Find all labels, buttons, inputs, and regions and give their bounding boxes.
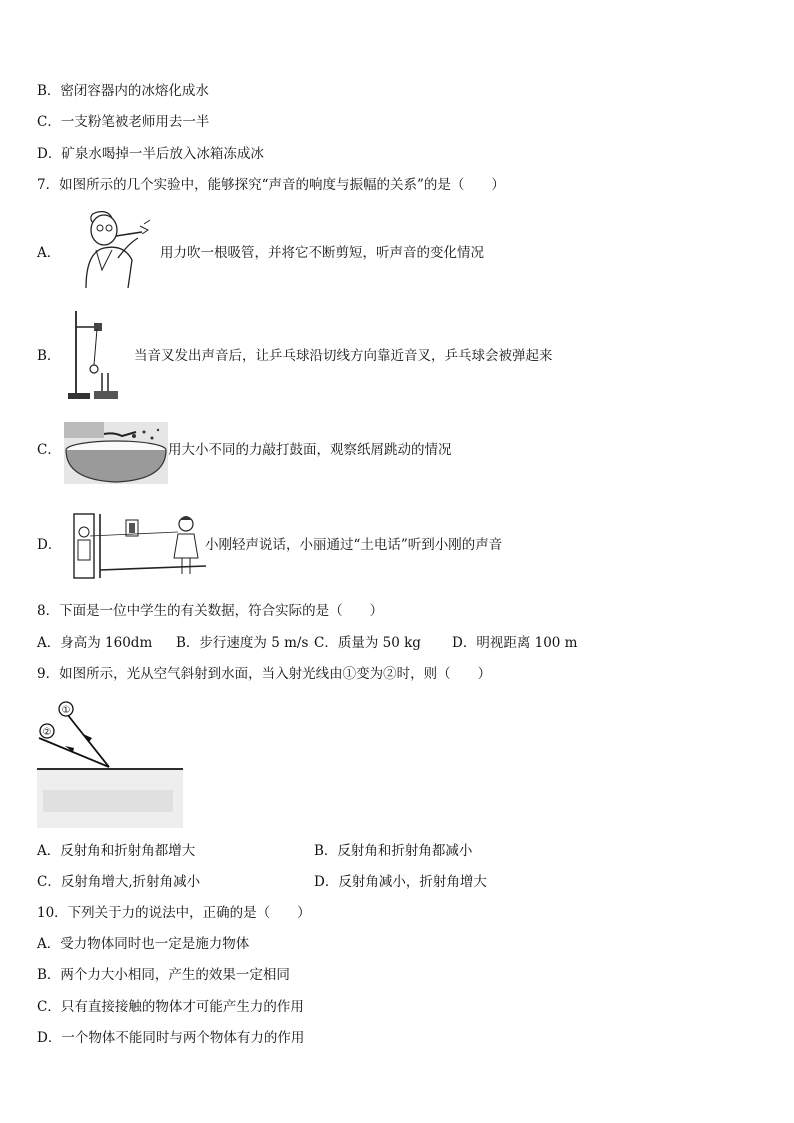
q8-option-b: B．步行速度为 5 m/s: [176, 635, 309, 651]
q7-stem: 7．如图所示的几个实验中，能够探究“声音的响度与振幅的关系”的是（ ）: [37, 177, 505, 193]
q10-option-c: C．只有直接接触的物体才可能产生力的作用: [37, 999, 304, 1015]
q9-option-d: D．反射角减小，折射角增大: [314, 874, 487, 890]
q8-option-c: C．质量为 50 kg: [314, 635, 421, 651]
drum-paper-scraps-illustration: [64, 420, 168, 484]
q7-option-c-text: 用大小不同的力敲打鼓面，观察纸屑跳动的情况: [168, 442, 452, 458]
string-telephone-illustration: [72, 510, 206, 582]
q7-option-b-text: 当音叉发出声音后，让乒乓球沿切线方向靠近音叉，乒乓球会被弹起来: [134, 348, 553, 364]
q10-option-b: B．两个力大小相同，产生的效果一定相同: [37, 967, 290, 983]
tuning-fork-pingpong-illustration: [64, 307, 134, 403]
q9-stem: 9．如图所示，光从空气斜射到水面，当入射光线由①变为②时，则（ ）: [37, 666, 492, 682]
q6-option-d: D．矿泉水喝掉一半后放入冰箱冻成冰: [37, 146, 264, 162]
q7-option-a-label: A．: [37, 245, 61, 261]
q7-option-a-text: 用力吹一根吸管，并将它不断剪短，听声音的变化情况: [160, 245, 484, 261]
q7-option-c-label: C．: [37, 442, 61, 458]
q8-stem: 8．下面是一位中学生的有关数据，符合实际的是（ ）: [37, 603, 384, 619]
person-blowing-straw-illustration: [76, 210, 158, 290]
q9-option-a: A．反射角和折射角都增大: [37, 843, 196, 859]
q7-option-d-label: D．: [37, 537, 62, 553]
q10-option-a: A．受力物体同时也一定是施力物体: [37, 936, 250, 952]
q6-option-b: B．密闭容器内的冰熔化成水: [37, 83, 209, 99]
q8-option-d: D．明视距离 100 m: [452, 635, 578, 651]
q9-option-b: B．反射角和折射角都减小: [314, 843, 473, 859]
q10-stem: 10．下列关于力的说法中，正确的是（ ）: [37, 905, 311, 921]
q9-option-c: C．反射角增大,折射角减小: [37, 874, 201, 890]
q7-option-d-text: 小刚轻声说话，小丽通过“土电话”听到小刚的声音: [205, 537, 503, 553]
ray-1-label: ①: [61, 705, 71, 716]
light-rays-water-surface-diagram: [37, 694, 183, 828]
q7-option-b-label: B．: [37, 348, 61, 364]
ray-2-label: ②: [42, 727, 52, 738]
q6-option-c: C．一支粉笔被老师用去一半: [37, 114, 210, 130]
q8-option-a: A．身高为 160dm: [37, 635, 153, 651]
q10-option-d: D．一个物体不能同时与两个物体有力的作用: [37, 1030, 305, 1046]
